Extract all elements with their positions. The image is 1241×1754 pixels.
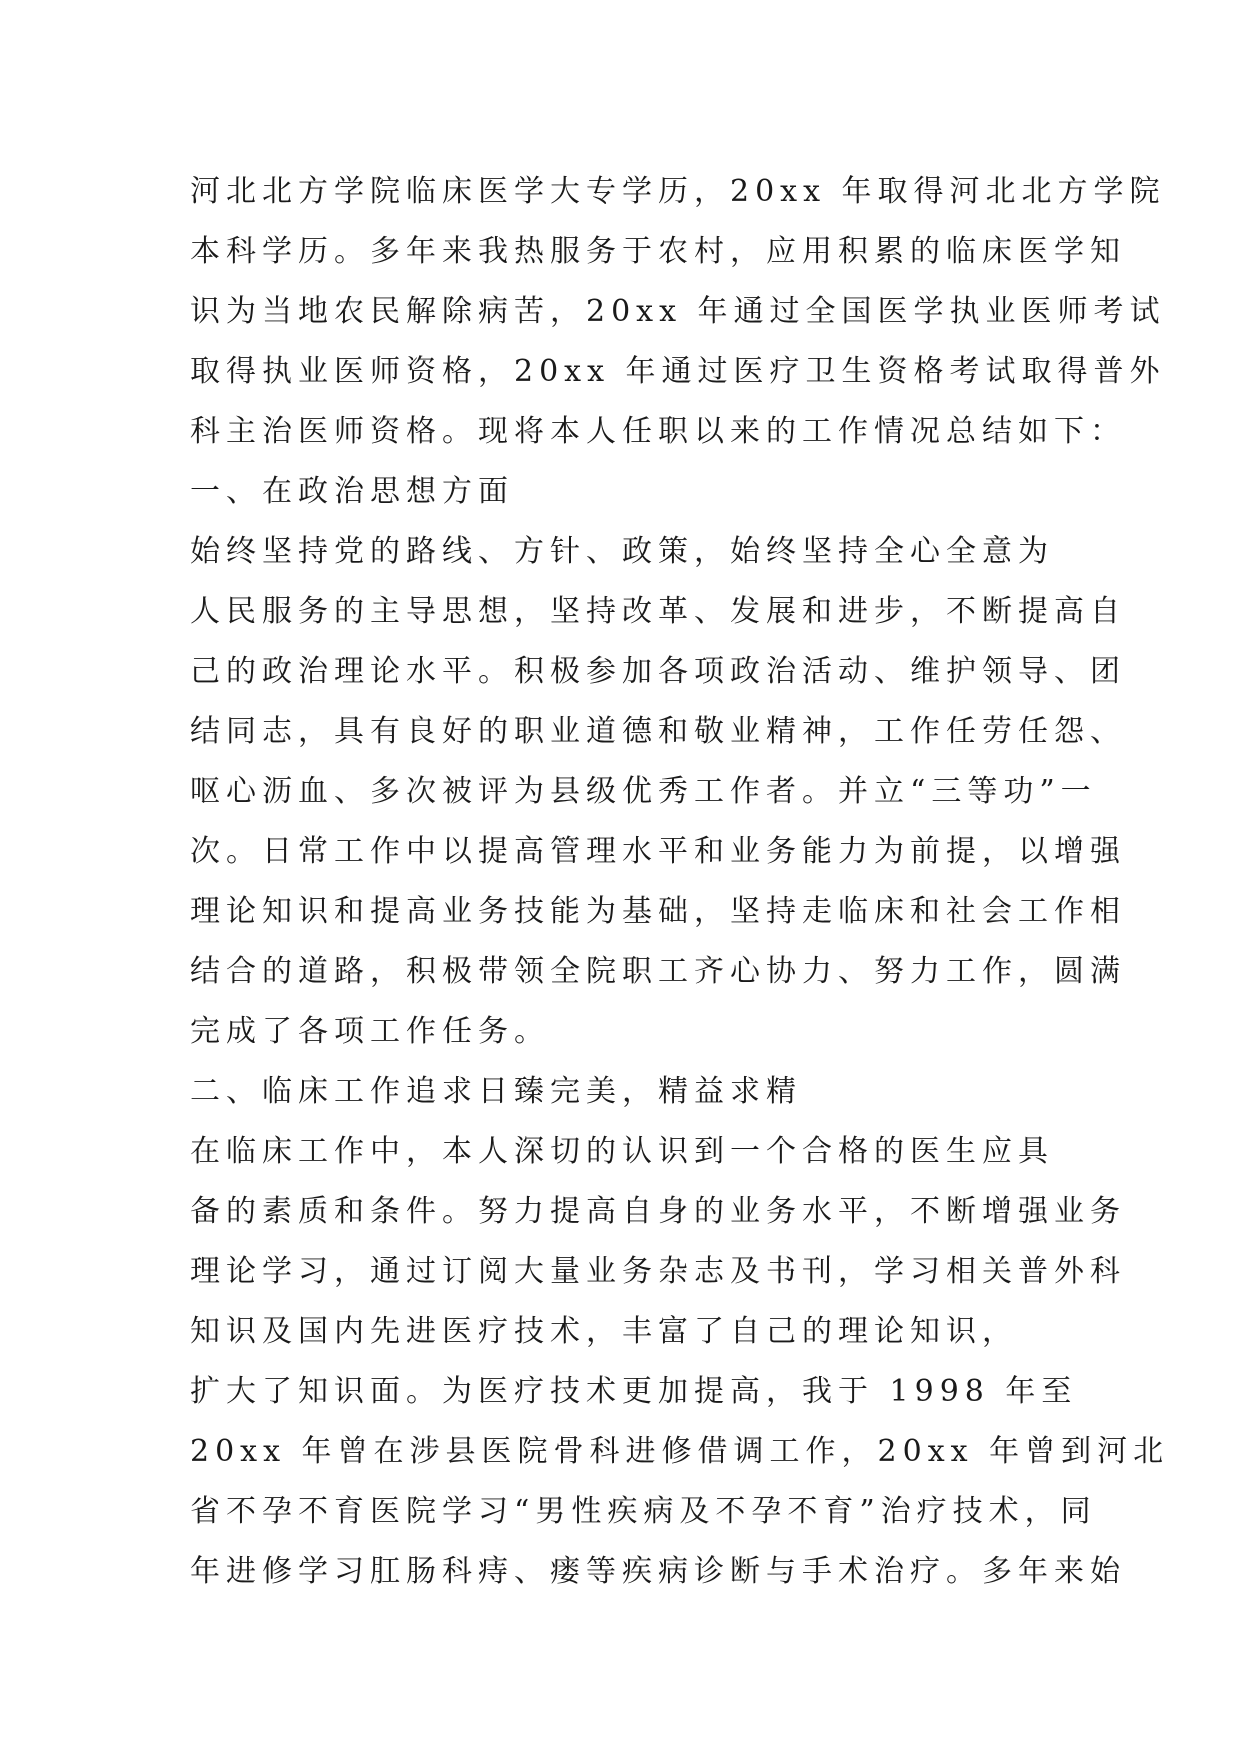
text-line: 本科学历。多年来我热服务于农村，应用积累的临床医学知 [190,234,1126,269]
text-line: 人民服务的主导思想，坚持改革、发展和进步，不断提高自 [190,594,1126,629]
text-line: 识为当地农民解除病苦，20xx 年通过全国医学执业医师考试 [190,294,1166,329]
text-line: 理论知识和提高业务技能为基础，坚持走临床和社会工作相 [190,894,1126,929]
section-heading: 二、临床工作追求日臻完美，精益求精 [190,1074,802,1109]
text-line: 结合的道路，积极带领全院职工齐心协力、努力工作，圆满 [190,954,1126,989]
text-line: 年进修学习肛肠科痔、瘘等疾病诊断与手术治疗。多年来始 [190,1554,1126,1589]
text-line: 在临床工作中，本人深切的认识到一个合格的医生应具 [190,1134,1054,1169]
text-line: 知识及国内先进医疗技术，丰富了自己的理论知识， [190,1314,1018,1349]
text-line: 结同志，具有良好的职业道德和敬业精神，工作任劳任怨、 [190,714,1126,749]
text-line: 呕心沥血、多次被评为县级优秀工作者。并立“三等功”一 [190,774,1097,809]
text-line: 理论学习，通过订阅大量业务杂志及书刊，学习相关普外科 [190,1254,1126,1289]
document-body [190,162,1170,1602]
text-line: 己的政治理论水平。积极参加各项政治活动、维护领导、团 [190,654,1126,689]
text-line: 备的素质和条件。努力提高自身的业务水平，不断增强业务 [190,1194,1126,1229]
text-line: 扩大了知识面。为医疗技术更加提高，我于 1998 年至 [190,1374,1078,1409]
text-line: 20xx 年曾在涉县医院骨科进修借调工作，20xx 年曾到河北 [190,1434,1170,1469]
text-line: 始终坚持党的路线、方针、政策，始终坚持全心全意为 [190,534,1054,569]
section-heading: 一、在政治思想方面 [190,474,514,509]
text-line: 完成了各项工作任务。 [190,1014,550,1049]
text-line: 河北北方学院临床医学大专学历，20xx 年取得河北北方学院 [190,174,1166,209]
text-line: 科主治医师资格。现将本人任职以来的工作情况总结如下： [190,414,1126,449]
text-line: 省不孕不育医院学习“男性疾病及不孕不育”治疗技术，同 [190,1494,1097,1529]
text-line: 取得执业医师资格，20xx 年通过医疗卫生资格考试取得普外 [190,354,1166,389]
text-line: 次。日常工作中以提高管理水平和业务能力为前提，以增强 [190,834,1126,869]
